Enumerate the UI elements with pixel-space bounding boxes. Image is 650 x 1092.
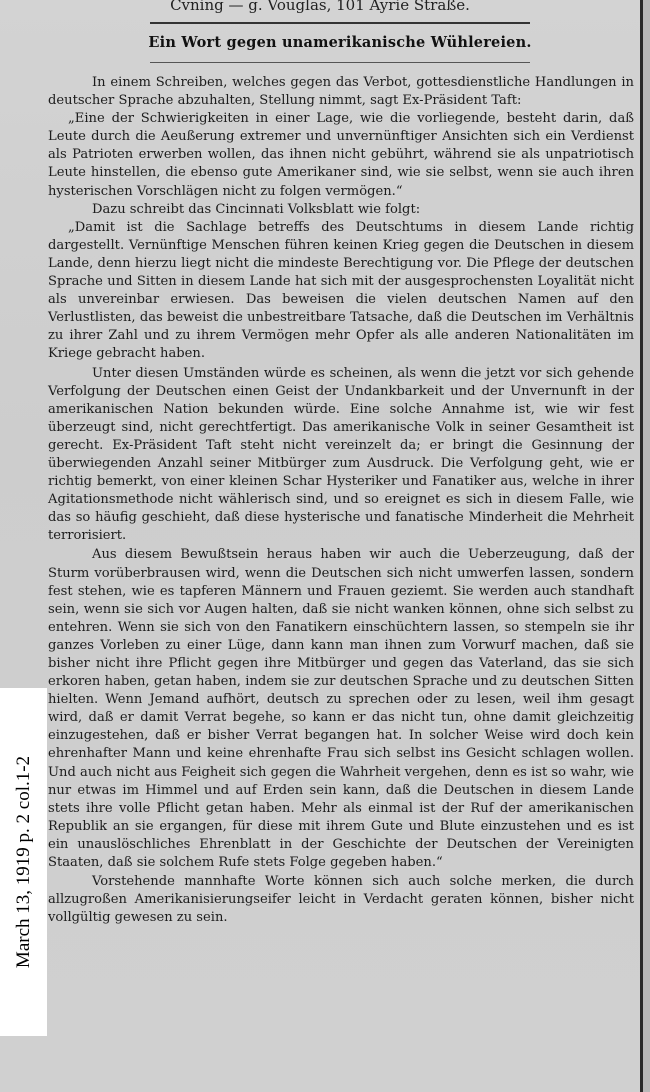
masthead-fragment: Cvning — g. Vouglas, 101 Ayrie Straße. (170, 0, 470, 14)
paragraph-circumstances: Unter diesen Umständen würde es scheinen, als wenn die jetzt vor sich gehende Verfolgung der Deutschen einen Geist der Undankbarkeit und der Unvernunft in der amerikanischen Nation bekunden würde. Eine solche Annahme ist, wie wir fest überzeugt sind, nicht gerechtfertigt. Das amerikanische Volk in seiner Gesamtheit ist gerecht. Ex-Präsident Taft steht nicht vereinzelt da; er bringt die Gesinnung der überwiegenden Anzahl seiner Mitbürger zum Ausdruck. Die Verfolgung geht, wie er richtig bemerkt, von einer kleinen Schar Hysteriker und Fanatiker aus, welche in ihrer Agitationsmethode nicht wählerisch sind, und so ereignet es sich in diesem Falle, wie das so häufig geschieht, daß diese hysterische und fanatische Minderheit die Mehrheit terrorisiert. (48, 365, 634, 544)
paragraph-volksblatt-quote: „Damit ist die Sachlage betreffs des Deutschtums in diesem Lande richtig dargestellt. Vernünftige Menschen führen keinen Krieg gegen die Deutschen in diesem Lande, denn hierzu liegt nicht die mindeste Berechtigung vor. Die Pflege der deutschen Sprache und Sitten in diesem Lande hat sich mit der ausgesprochensten Loyalität nicht als unvereinbar erwiesen. Das beweisen die vielen deutschen Namen auf den Verlustlisten, das beweist die unbestreitbare Tatsache, daß die Deutschen im Verhältnis zu ihrer Zahl und zu ihrem Vermögen mehr Opfer als alle anderen Nationalitäten im Kriege gebracht haben. (48, 219, 634, 362)
paragraph-conviction: Aus diesem Bewußtsein heraus haben wir auch die Ueberzeugung, daß der Sturm vorüberbrausen wird, wenn die Deutschen sich nicht umwerfen lassen, sondern fest stehen, wie es tapferen Männern und Frauen geziemt. Sie werden auch standhaft sein, wenn sie sich vor Augen halten, daß sie nicht wanken können, ohne sich selbst zu entehren. Wenn sie sich von den Fanatikern einschüchtern lassen, so stempeln sie ihr ganzes Vorleben zu einer Lüge, dann kann man ihnen zum Vorwurf machen, daß sie bisher nicht ihre Pflicht gegen ihre Mitbürger und gegen das Vaterland, das sie sich erkoren haben, getan haben, indem sie zur deutschen Sprache und zu deutschen Sitten hielten. Wenn Jemand aufhört, deutsch zu sprechen oder zu lesen, weil ihm gesagt wird, daß er damit Verrat begehe, so kann er das nicht tun, ohne damit gleichzeitig einzugestehen, daß er bisher Verrat begangen hat. In solcher Weise wird doch kein ehrenhafter Mann und keine ehrenhafte Frau sich selbst ins Gesicht schlagen wollen. Und auch nicht aus Feigheit sich gegen die Wahrheit vergehen, denn es ist so wahr, wie nur etwas im Himmel und auf Erden sein kann, daß die Deutschen in diesem Lande stets ihre volle Pflicht getan haben. Mehr als einmal ist der Ruf der amerikanischen Republik an sie ergangen, für diese mit ihrem Gute und Blute einzustehen und es ist ein unauslöschliches Ehrenblatt in der Geschichte der Deutschen der Vereinigten Staaten, daß sie solchem Rufe stets Folge gegeben haben.“ (48, 547, 634, 871)
headline-rule-top (150, 22, 530, 24)
paragraph-closing: Vorstehende mannhafte Worte können sich auch solche merken, die durch allzugroßen Amerikanisierungseifer leicht in Verdacht geraten können, bisher nicht vollgültig gewesen zu sein. (48, 874, 634, 926)
adjacent-column-edge (643, 0, 650, 1092)
paragraph-taft-quote: „Eine der Schwierigkeiten in einer Lage, wie die vorliegende, besteht darin, daß Leute durch die Aeußerung extremer und unvernünftiger Ansichten sich ein Verdienst als Patrioten erwerben wollen, das ihnen nicht gebührt, während sie als unpatriotisch Leute hinstellen, die ebenso gute Amerikaner sind, wie sie selbst, wenn sie auch ihren hysterischen Vorschlägen nicht zu folgen vermögen.“ (48, 111, 634, 199)
headline-rule-bottom (150, 62, 530, 63)
paragraph-volksblatt-intro: Dazu schreibt das Cincinnati Volksblatt wie folgt: (92, 201, 421, 217)
article-body (48, 74, 634, 927)
article-headline: Ein Wort gegen unamerikanische Wühlereien. (148, 34, 532, 51)
paragraph-intro: In einem Schreiben, welches gegen das Verbot, gottesdienstliche Handlungen in deutscher Sprache abzuhalten, Stellung nimmt, sagt Ex-Präsident Taft: (48, 75, 634, 109)
archive-date-label: March 13, 1919 p. 2 col.1-2 (13, 755, 34, 969)
